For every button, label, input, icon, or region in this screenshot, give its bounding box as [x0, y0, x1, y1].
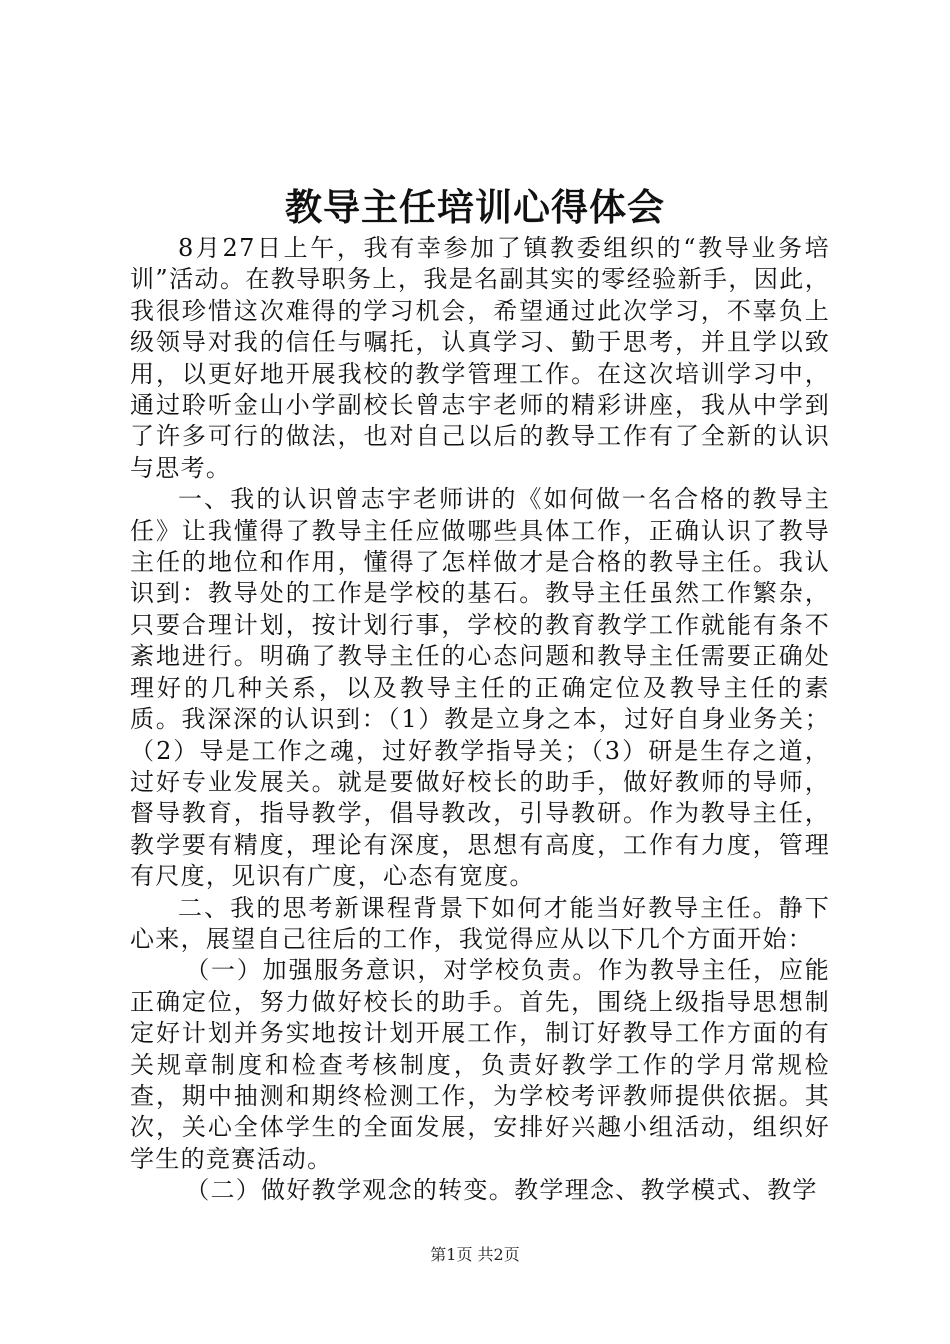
page-footer: [0, 1244, 950, 1266]
paragraph-subsection-1: （一）加强服务意识，对学校负责。作为教导主任，应能正确定位，努力做好校长的助手。首先，围绕上级指导思想制定好计划并务实地按计划开展工作，制订好教导工作方面的有关规章制度和检查考核制度，负责好教学工作的学月常规检查，期中抽测和期终检测工作，为学校考评教师提供依据。其次，关心全体学生的全面发展，安排好兴趣小组活动，组织好学生的竞赛活动。: [130, 956, 830, 1173]
page-number: 第1页: [430, 1245, 473, 1264]
page-total: 共2页: [477, 1245, 520, 1264]
paragraph-section-1: 一、我的认识曾志宇老师讲的《如何做一名合格的教导主任》让我懂得了教导主任应做哪些具体工作，正确认识了教导主任的地位和作用，懂得了怎样做才是合格的教导主任。我认识到：教导处的工作是学校的基石。教导主任虽然工作繁杂，只要合理计划，按计划行事，学校的教育教学工作就能有条不紊地进行。明确了教导主任的心态问题和教导主任需要正确处理好的几种关系，以及教导主任的正确定位及教导主任的素质。我深深的认识到：（1）教是立身之本，过好自身业务关；（2）导是工作之魂，过好教学指导关；（3）研是生存之道，过好专业发展关。就是要做好校长的助手，做好教师的导师，督导教育，指导教学，倡导教改，引导教研。作为教导主任，教学要有精度，理论有深度，思想有高度，工作有力度，管理有尺度，见识有广度，心态有宽度。: [130, 485, 830, 891]
paragraph-subsection-2: （二）做好教学观念的转变。教学理念、教学模式、教学: [185, 1176, 818, 1205]
paragraph-intro: 8月27日上午，我有幸参加了镇教委组织的“教导业务培训”活动。在教导职务上，我是名副其实的零经验新手，因此，我很珍惜这次难得的学习机会，希望通过此次学习，不辜负上级领导对我的信任与嘱托，认真学习、勤于思考，并且学以致用，以更好地开展我校的教学管理工作。在这次培训学习中，通过聆听金山小学副校长曾志宇老师的精彩讲座，我从中学到了许多可行的做法，也对自己以后的教导工作有了全新的认识与思考。: [130, 234, 830, 482]
document-title: 教导主任培训心得体会: [285, 186, 665, 229]
paragraph-section-2: 二、我的思考新课程背景下如何才能当好教导主任。静下心来，展望自己往后的工作，我觉得应从以下几个方面开始：: [130, 893, 830, 953]
document-body: [130, 233, 830, 1207]
